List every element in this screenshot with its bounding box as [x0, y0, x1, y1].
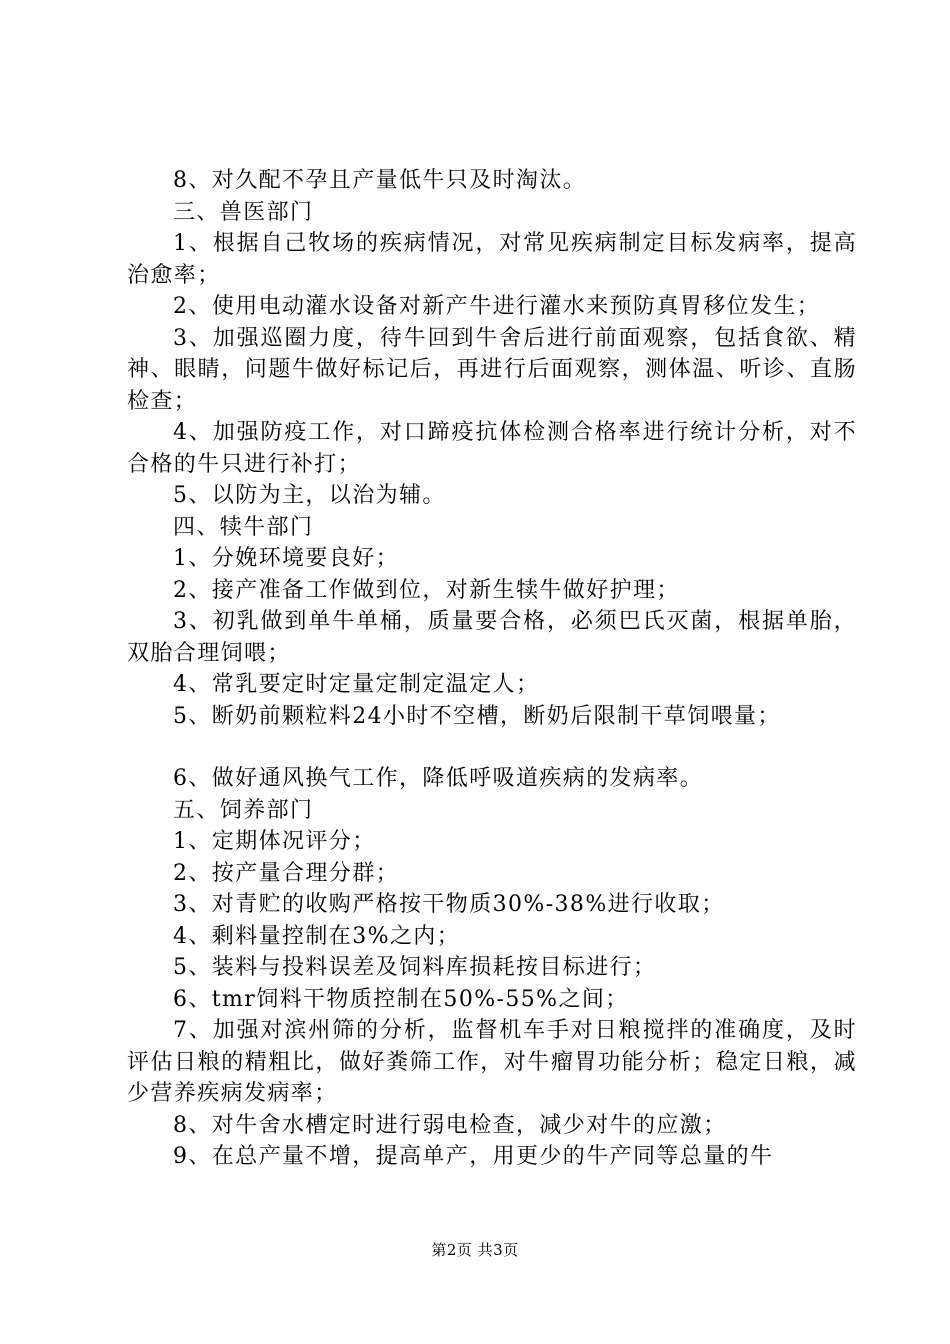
- paragraph: 5、断奶前颗粒料24小时不空槽，断奶后限制干草饲喂量；: [173, 703, 781, 729]
- paragraph: 1、定期体况评分；: [173, 829, 376, 854]
- paragraph: 6、做好通风换气工作，降低呼吸道疾病的发病率。: [173, 766, 704, 791]
- paragraph: 9、在总产量不增，提高单产，用更少的牛产同等总量的牛: [173, 1144, 774, 1169]
- section-heading-veterinary: 三、兽医部门: [173, 199, 314, 225]
- paragraph: 2、按产量合理分群；: [173, 860, 399, 886]
- section-heading-feeding: 五、饲养部门: [173, 797, 314, 823]
- section-heading-calf: 四、犊牛部门: [173, 514, 314, 540]
- paragraph: 2、接产准备工作做到位，对新生犊牛做好护理；: [173, 577, 680, 603]
- paragraph: 8、对牛舍水槽定时进行弱电检查，减少对牛的应激；: [173, 1112, 727, 1138]
- paragraph: 3、加强巡圈力度，待牛回到牛舍后进行前面观察，包括食欲、精神、眼睛，问题牛做好标记后，再进行后面观察，测体温、听诊、直肠检查；: [127, 325, 857, 414]
- paragraph: 4、加强防疫工作，对口蹄疫抗体检测合格率进行统计分析，对不合格的牛只进行补打；: [127, 420, 857, 477]
- document-body: [127, 165, 857, 1173]
- blank-line: [127, 732, 857, 763]
- paragraph: 1、根据自己牧场的疾病情况，对常见疾病制定目标发病率，提高治愈率；: [127, 231, 857, 288]
- paragraph: 5、装料与投料误差及饲料库损耗按目标进行；: [173, 955, 657, 980]
- paragraph: 3、对青贮的收购严格按干物质30%-38%进行收取；: [173, 892, 725, 917]
- paragraph: 1、分娩环境要良好；: [173, 546, 399, 571]
- paragraph: 2、使用电动灌水设备对新产牛进行灌水来预防真胃移位发生；: [173, 294, 821, 319]
- paragraph: 4、常乳要定时定量定制定温定人；: [173, 672, 540, 697]
- paragraph: 8、对久配不孕且产量低牛只及时淘汰。: [173, 168, 587, 193]
- paragraph: 7、加强对滨州筛的分析，监督机车手对日粮搅拌的准确度，及时评估日粮的精粗比，做好粪筛工作，对牛瘤胃功能分析；稳定日粮，减少营养疾病发病率；: [127, 1018, 857, 1106]
- paragraph: 4、剩料量控制在3%之内；: [173, 923, 461, 949]
- page-footer: 第2页 共3页: [431, 1241, 519, 1259]
- paragraph: 3、初乳做到单牛单桶，质量要合格，必须巴氏灭菌，根据单胎，双胎合理饲喂；: [127, 609, 857, 666]
- paragraph: 6、tmr饲料干物质控制在50%-55%之间；: [173, 986, 629, 1012]
- paragraph: 5、以防为主，以治为辅。: [173, 483, 446, 508]
